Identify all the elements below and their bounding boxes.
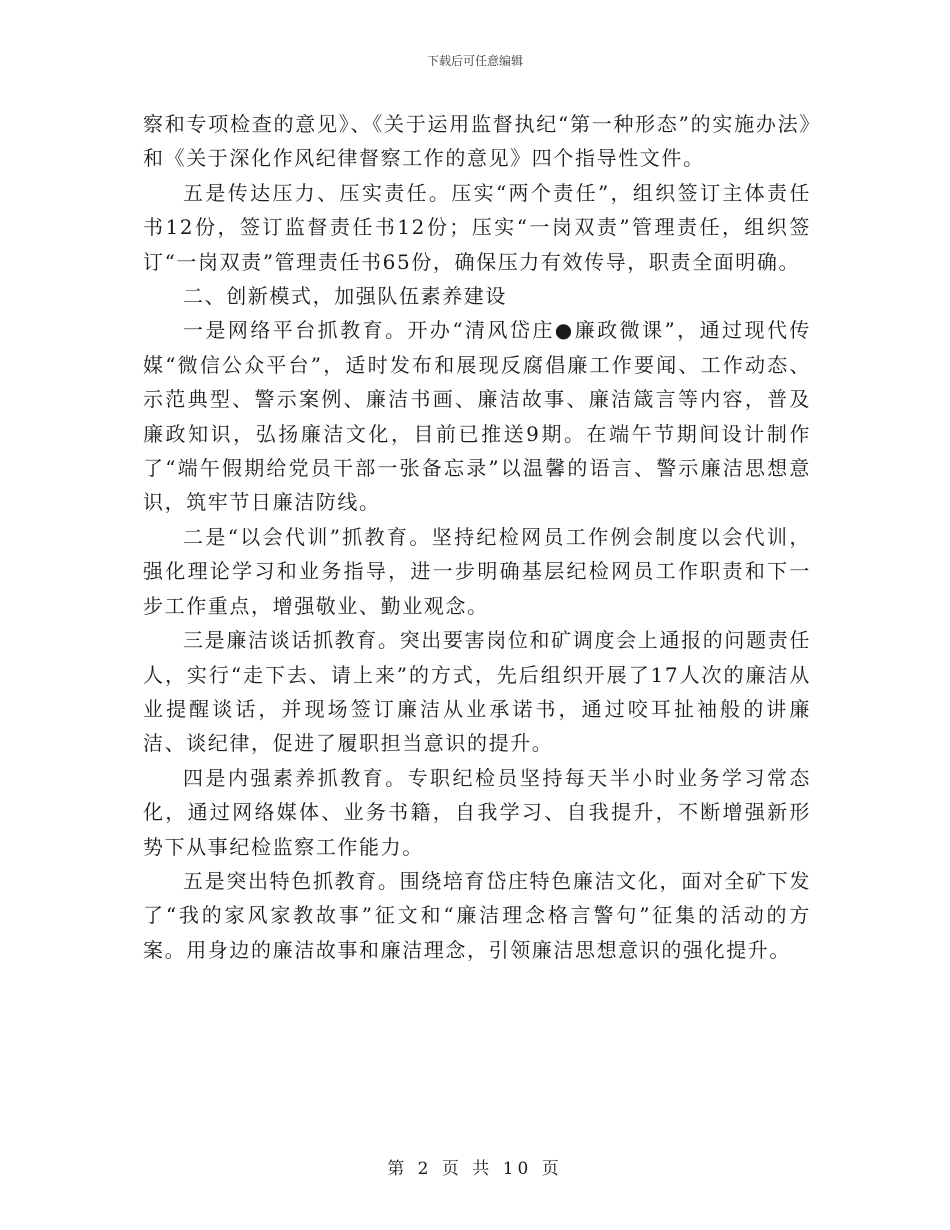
paragraph: 五是突出特色抓教育。围绕培育岱庄特色廉洁文化，面对全矿下发了“我的家风家教故事”征文和“廉洁理念格言警句”征集的活动的方案。用身边的廉洁故事和廉洁理念，引领廉洁思想意识的强化提升。 bbox=[143, 868, 811, 962]
section-heading: 二、创新模式，加强队伍素养建设 bbox=[183, 284, 507, 309]
paragraph: 二是“以会代训”抓教育。坚持纪检网员工作例会制度以会代训，强化理论学习和业务指导，进一步明确基层纪检网员工作职责和下一步工作重点，增强敬业、勤业观念。 bbox=[143, 524, 811, 618]
paragraph: 一是网络平台抓教育。开办“清风岱庄●廉政微课”，通过现代传媒“微信公众平台”，适时发布和展现反腐倡廉工作要闻、工作动态、示范典型、警示案例、廉洁书画、廉洁故事、廉洁箴言等内容，普及廉政知识，弘扬廉洁文化，目前已推送9期。在端午节期间设计制作了“端午假期给党员干部一张备忘录”以温馨的语言、警示廉洁思想意识，筑牢节日廉洁防线。 bbox=[143, 318, 811, 515]
paragraph: 四是内强素养抓教育。专职纪检员坚持每天半小时业务学习常态化，通过网络媒体、业务书籍，自我学习、自我提升，不断增强新形势下从事纪检监察工作能力。 bbox=[143, 765, 811, 859]
page-header-note: 下载后可任意编辑 bbox=[426, 54, 523, 68]
document-body bbox=[143, 107, 811, 967]
page-number-footer: 第 2 页 共 10 页 bbox=[387, 1159, 563, 1179]
paragraph: 察和专项检查的意见》、《关于运用监督执纪“第一种形态”的实施办法》和《关于深化作风纪律督察工作的意见》四个指导性文件。 bbox=[143, 112, 811, 171]
paragraph: 五是传达压力、压实责任。压实“两个责任”，组织签订主体责任书12份，签订监督责任书12份；压实“一岗双责”管理责任，组织签订“一岗双责”管理责任书65份，确保压力有效传导，职责全面明确。 bbox=[143, 180, 811, 274]
paragraph: 三是廉洁谈话抓教育。突出要害岗位和矿调度会上通报的问题责任人，实行“走下去、请上来”的方式，先后组织开展了17人次的廉洁从业提醒谈话，并现场签订廉洁从业承诺书，通过咬耳扯袖般的讲廉洁、谈纪律，促进了履职担当意识的提升。 bbox=[143, 628, 811, 756]
